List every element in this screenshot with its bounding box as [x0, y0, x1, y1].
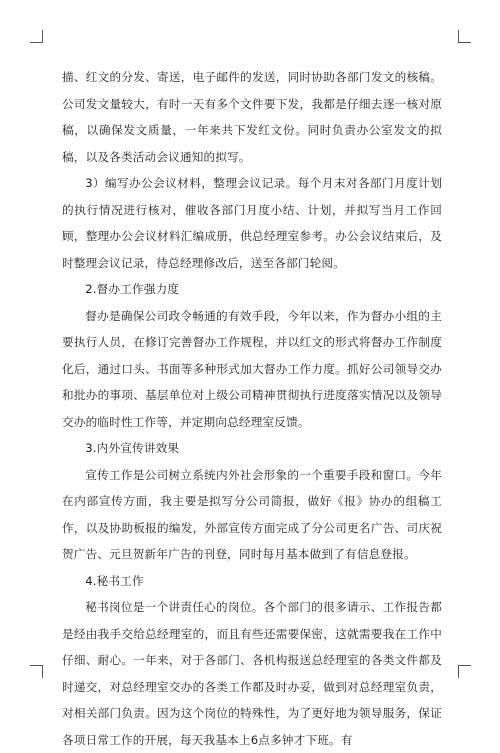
- crop-mark-top-left: [30, 30, 43, 43]
- paragraph-distribution: 描、红文的分发、寄送，电子邮件的发送，同时协助各部门发文的核稿。公司发文量较大，有时一天有多个文件要下发，我都是仔细去逐一核对原稿，以确保发文质量，一年来共下发红文份。同时负责办公室发文的拟稿，以及各类活动会议通知的拟写。: [62, 70, 442, 164]
- crop-mark-bottom-left: [30, 665, 43, 678]
- paragraph-secretary: 秘书岗位是一个讲责任心的岗位。各个部门的很多请示、工作报告都是经由我手交给总经理室的，而且有些还需要保密，这就需要我在工作中仔细、耐心。一年来，对于各部门、各机构报送总经理室的各类文件都及时递交，对总经理室交办的各类工作都及时办妥，做到对总经理室负责，对相关部门负责。因为这个岗位的特殊性，为了更好地为领导服务，保证各项日常工作的开展，每天我基本上6点多钟才下班。有: [62, 600, 442, 747]
- section-heading-supervision: 2.督办工作强力度: [85, 282, 180, 296]
- crop-mark-bottom-right: [458, 665, 471, 678]
- paragraph-meeting-materials: 3）编写办公会议材料，整理会议记录。每个月末对各部门月度计划的执行情况进行核对，催收各部门月度小结、计划，并拟写当月工作回顾，整理办公会议材料汇编成册，供总经理室参考。办公会议结束后，及时整理会议记录，待总经理修改后，送至各部门轮阅。: [62, 176, 442, 270]
- section-heading-secretary: 4.秘书工作: [85, 573, 144, 588]
- document-body: [62, 64, 442, 753]
- paragraph-publicity: 宣传工作是公司树立系统内外社会形象的一个重要手段和窗口。今年在内部宣传方面，我主要是拟写分公司简报，做好《报》协办的组稿工作，以及协助板报的编发，外部宣传方面完成了分公司更名广告、司庆祝贺广告、元旦贺新年广告的刊登，同时每月基本做到了有信息登报。: [62, 467, 442, 561]
- paragraph-supervision: 督办是确保公司政令畅通的有效手段，今年以来，作为督办小组的主要执行人员，在修订完善督办工作规程，并以红文的形式将督办工作制度化后，通过口头、书面等多种形式加大督办工作力度。抓好公司领导交办和批办的事项、基层单位对上级公司精神贯彻执行进度落实情况以及领导交办的临时性工作等，并定期向总经理室反馈。: [62, 308, 442, 429]
- crop-mark-top-right: [458, 30, 471, 43]
- section-heading-publicity: 3.内外宣传讲效果: [85, 441, 180, 455]
